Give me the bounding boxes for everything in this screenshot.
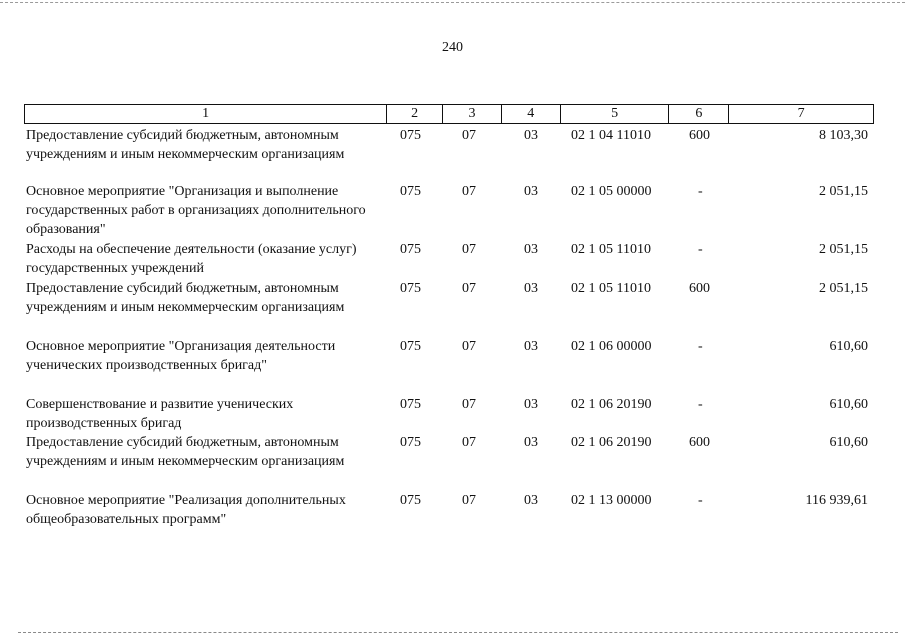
row-amount: 610,60 (829, 435, 868, 450)
row-name: Предоставление субсидий бюджетным, автономным учреждениям и иным некоммерческим организациям (26, 281, 345, 315)
row-expense-type: - (698, 242, 703, 257)
row-ministry-code: 075 (400, 435, 421, 450)
row-ministry-code: 075 (400, 281, 421, 296)
row-ministry-code: 075 (400, 493, 421, 508)
row-target-article: 02 1 04 11010 (571, 128, 651, 143)
row-name: Предоставление субсидий бюджетным, автономным учреждениям и иным некоммерческим организациям (26, 128, 345, 162)
header-cell-3: 3 (443, 105, 502, 123)
row-amount: 2 051,15 (819, 184, 868, 199)
row-subsection-code: 03 (524, 242, 538, 257)
row-name: Основное мероприятие "Реализация дополнительных общеобразовательных программ" (26, 493, 346, 527)
row-expense-type: - (698, 397, 703, 412)
row-expense-type: - (698, 184, 703, 199)
header-cell-4: 4 (502, 105, 561, 123)
row-section-code: 07 (462, 397, 476, 412)
row-subsection-code: 03 (524, 493, 538, 508)
header-cell-2: 2 (387, 105, 443, 123)
page-number: 240 (442, 40, 463, 55)
table-header-row (24, 104, 874, 124)
row-name: Основное мероприятие "Организация и выполнение государственных работ в организациях дополнительного образования" (26, 184, 366, 237)
row-section-code: 07 (462, 242, 476, 257)
row-amount: 2 051,15 (819, 242, 868, 257)
row-subsection-code: 03 (524, 128, 538, 143)
row-expense-type: 600 (689, 128, 710, 143)
row-target-article: 02 1 05 11010 (571, 281, 651, 296)
row-subsection-code: 03 (524, 339, 538, 354)
row-amount: 116 939,61 (805, 493, 868, 508)
row-section-code: 07 (462, 339, 476, 354)
row-target-article: 02 1 06 20190 (571, 435, 652, 450)
row-expense-type: 600 (689, 281, 710, 296)
header-cell-7: 7 (797, 106, 805, 121)
header-cell-5: 5 (561, 105, 670, 123)
row-expense-type: - (698, 493, 703, 508)
row-subsection-code: 03 (524, 184, 538, 199)
row-amount: 610,60 (829, 339, 868, 354)
row-target-article: 02 1 13 00000 (571, 493, 652, 508)
row-ministry-code: 075 (400, 397, 421, 412)
row-subsection-code: 03 (524, 397, 538, 412)
row-ministry-code: 075 (400, 339, 421, 354)
row-section-code: 07 (462, 435, 476, 450)
header-cell-6: 6 (669, 105, 729, 123)
row-target-article: 02 1 05 00000 (571, 184, 652, 199)
row-target-article: 02 1 06 20190 (571, 397, 652, 412)
row-ministry-code: 075 (400, 242, 421, 257)
row-section-code: 07 (462, 184, 476, 199)
row-section-code: 07 (462, 128, 476, 143)
row-section-code: 07 (462, 493, 476, 508)
row-subsection-code: 03 (524, 435, 538, 450)
row-amount: 610,60 (829, 397, 868, 412)
row-name: Совершенствование и развитие ученических производственных бригад (26, 397, 294, 431)
row-amount: 2 051,15 (819, 281, 868, 296)
header-cell-1: 1 (25, 105, 387, 123)
row-amount: 8 103,30 (819, 128, 868, 143)
scan-edge-top (0, 2, 905, 3)
row-subsection-code: 03 (524, 281, 538, 296)
row-target-article: 02 1 06 00000 (571, 339, 652, 354)
row-ministry-code: 075 (400, 184, 421, 199)
row-name: Предоставление субсидий бюджетным, автономным учреждениям и иным некоммерческим организациям (26, 435, 345, 469)
scan-edge-bottom (18, 632, 898, 633)
row-ministry-code: 075 (400, 128, 421, 143)
row-name: Расходы на обеспечение деятельности (оказание услуг) государственных учреждений (26, 242, 357, 276)
row-expense-type: - (698, 339, 703, 354)
row-section-code: 07 (462, 281, 476, 296)
row-expense-type: 600 (689, 435, 710, 450)
row-target-article: 02 1 05 11010 (571, 242, 651, 257)
row-name: Основное мероприятие "Организация деятельности ученических производственных бригад" (26, 339, 336, 373)
